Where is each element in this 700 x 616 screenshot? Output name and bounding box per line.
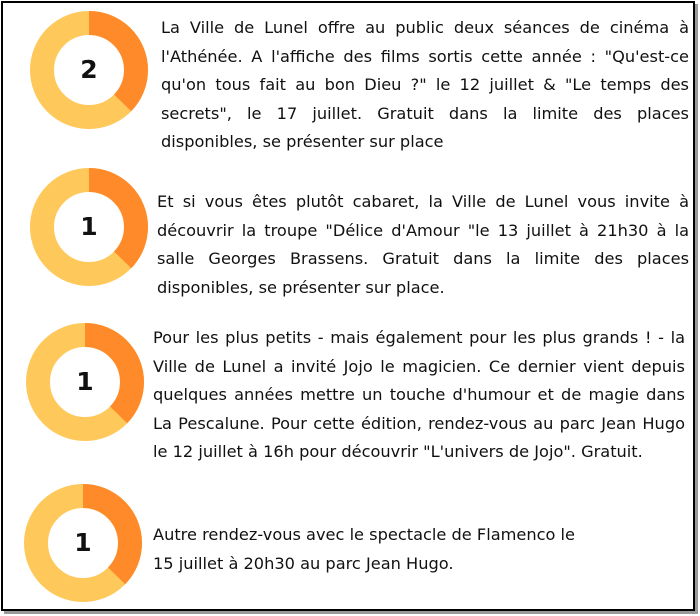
- count-ring: [26, 323, 144, 441]
- text-line: l'Athénée. A l'affiche des films sortis cette année : "Qu'est-ce: [161, 46, 689, 66]
- text-line: disponibles, se présenter sur place.: [157, 277, 445, 297]
- text-line: Et si vous êtes plutôt cabaret, la Ville de Lunel vous invite à: [157, 192, 689, 211]
- count-number: 1: [80, 212, 98, 241]
- text-line: Autre rendez-vous avec le spectacle de Flamenco le: [153, 525, 576, 544]
- text-line: découvrir la troupe "Délice d'Amour "le 13 juillet à 21h30 à la: [157, 220, 689, 240]
- event-description: [161, 14, 689, 157]
- text-line: le 12 juillet à 16h pour découvrir "L'univers de Jojo". Gratuit.: [153, 442, 643, 462]
- text-line: disponibles, se présenter sur place: [161, 132, 444, 152]
- text-line: 15 juillet à 20h30 au parc Jean Hugo.: [153, 553, 454, 573]
- count-ring: [24, 484, 142, 602]
- text-line: Pour les plus petits - mais également pour les plus grands ! - la: [153, 328, 685, 347]
- count-number: 2: [80, 55, 98, 84]
- text-line: Ville de Lunel a invité Jojo le magicien. Ce dernier vient depuis: [153, 356, 685, 376]
- text-line: salle Georges Brassens. Gratuit dans la limite des places: [157, 249, 689, 269]
- count-number: 1: [76, 367, 94, 396]
- text-line: secrets", le 17 juillet. Gratuit dans la limite des places: [161, 103, 689, 123]
- content-frame: [1, 1, 695, 611]
- count-ring: [30, 168, 148, 286]
- count-ring: [30, 11, 148, 129]
- text-line: quelques années mettre un touche d'humour et de magie dans: [153, 385, 685, 405]
- event-description: [153, 324, 685, 467]
- text-line: qu'on tous fait au bon Dieu ?" le 12 juillet & "Le temps des: [161, 75, 689, 95]
- event-description: [153, 521, 685, 578]
- count-number: 1: [74, 528, 92, 557]
- event-description: [157, 188, 689, 302]
- text-line: La Pescalune. Pour cette édition, rendez-vous au parc Jean Hugo: [153, 413, 685, 433]
- text-line: La Ville de Lunel offre au public deux séances de cinéma à: [161, 18, 689, 37]
